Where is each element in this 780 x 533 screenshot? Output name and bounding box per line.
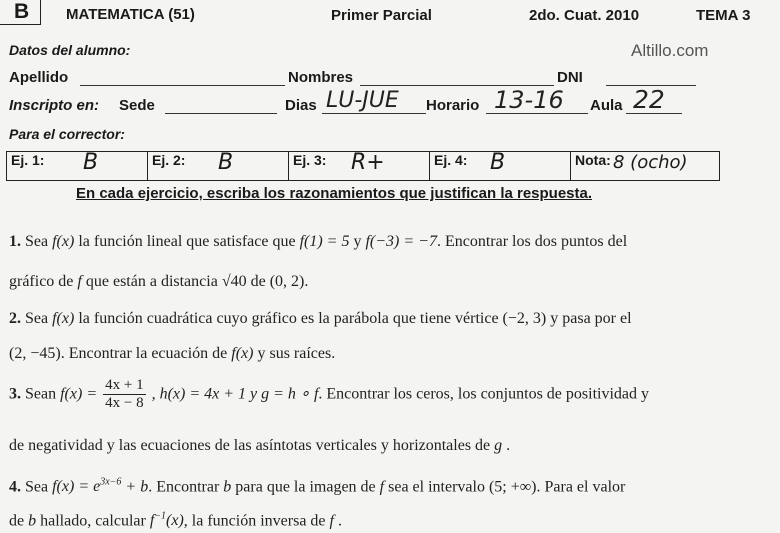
instruction: En cada ejercicio, escriba los razonamientos que justifican la respuesta. bbox=[76, 185, 593, 202]
grade-label: Ej. 4: bbox=[434, 152, 468, 168]
math: g bbox=[494, 437, 503, 454]
exercise-3-line-2 bbox=[9, 437, 510, 455]
math bbox=[52, 478, 121, 495]
math: f(x) bbox=[52, 233, 75, 250]
exercise-1-number: 1. bbox=[9, 233, 21, 250]
text: y bbox=[353, 233, 362, 250]
dni-label: DNI bbox=[557, 69, 583, 86]
grade-value: B bbox=[490, 150, 506, 175]
text: f bbox=[149, 512, 155, 530]
math: y g = h ∘ f bbox=[250, 385, 319, 403]
nombres-label: Nombres bbox=[288, 69, 354, 86]
exercise-1-line-2 bbox=[9, 273, 308, 291]
grade-cell-ej1 bbox=[7, 152, 148, 181]
math: (2, −45) bbox=[9, 345, 61, 362]
exercise-1-line-1 bbox=[9, 233, 627, 251]
term-label: 2do. Cuat. 2010 bbox=[529, 7, 640, 24]
math: , h(x) = 4x + 1 bbox=[151, 385, 247, 403]
exercise-4-line-2 bbox=[9, 511, 342, 530]
grade-label: Ej. 3: bbox=[293, 152, 327, 168]
dias-label: Dias bbox=[285, 97, 317, 114]
corrector-title: Para el corrector: bbox=[9, 126, 125, 142]
text: la función lineal que satisface que bbox=[78, 233, 296, 250]
grade-label: Ej. 2: bbox=[152, 152, 186, 168]
text: para que la imagen de bbox=[235, 478, 376, 496]
text: hallado, calcular bbox=[40, 512, 146, 530]
math: f(x) = bbox=[60, 385, 98, 403]
tema-letter: B bbox=[14, 0, 30, 23]
text: que están a distancia bbox=[85, 273, 218, 290]
text: de bbox=[250, 273, 266, 290]
text: Sea bbox=[25, 478, 49, 496]
grade-value: 8 (ocho) bbox=[613, 152, 688, 173]
math: f bbox=[329, 512, 334, 530]
apellido-label: Apellido bbox=[9, 69, 69, 86]
grade-value: R+ bbox=[351, 150, 385, 175]
exercise-3-line-1 bbox=[9, 377, 649, 412]
text: . Encontrar bbox=[148, 478, 220, 496]
exercise-4-number: 4. bbox=[9, 478, 21, 496]
text: gráfico de bbox=[9, 273, 74, 290]
exercise-3-number: 3. bbox=[9, 385, 21, 403]
text: (x) bbox=[166, 512, 184, 530]
aula-value: 22 bbox=[633, 85, 665, 114]
text: Sea bbox=[25, 310, 49, 327]
text: Sea bbox=[25, 233, 49, 250]
subject-title: MATEMATICA (51) bbox=[66, 6, 195, 23]
text: y pasa por el bbox=[550, 310, 632, 327]
horario-value: 13-16 bbox=[494, 86, 564, 114]
exercise-4-line-1 bbox=[9, 477, 625, 496]
exercise-2-number: 2. bbox=[9, 310, 21, 327]
math: b bbox=[28, 512, 37, 530]
text: f(x) = e bbox=[52, 478, 101, 496]
math: b bbox=[223, 478, 232, 496]
text: sea el intervalo bbox=[388, 478, 485, 496]
exercise-2-line-2 bbox=[9, 345, 335, 363]
grade-cell-nota bbox=[571, 152, 720, 181]
math: (5; +∞) bbox=[488, 478, 537, 496]
tema-label: TEMA 3 bbox=[696, 7, 751, 24]
exponent: −1 bbox=[154, 511, 167, 522]
numerator: 4x + 1 bbox=[105, 377, 144, 393]
text: . bbox=[337, 512, 342, 530]
math bbox=[150, 512, 184, 529]
text: la función cuadrática cuyo gráfico es la parábola que tiene vértice bbox=[78, 310, 499, 327]
dias-field[interactable] bbox=[322, 113, 426, 114]
text: . Encontrar los dos puntos del bbox=[436, 233, 628, 250]
math: f(x) bbox=[231, 345, 254, 362]
text: y sus raíces. bbox=[257, 345, 336, 362]
text: Sean bbox=[25, 385, 57, 403]
math: (−2, 3) bbox=[502, 310, 547, 327]
text: de bbox=[9, 512, 25, 530]
text: . bbox=[304, 273, 309, 290]
aula-label: Aula bbox=[590, 97, 623, 114]
text: de negatividad y las ecuaciones de las asíntotas verticales y horizontales de bbox=[9, 437, 491, 454]
math: √40 bbox=[221, 273, 247, 290]
sede-label: Sede bbox=[119, 97, 155, 114]
fraction bbox=[103, 377, 145, 412]
text: . Encontrar los ceros, los conjuntos de positividad y bbox=[318, 385, 649, 403]
grades-table bbox=[6, 151, 720, 181]
student-section-title: Datos del alumno: bbox=[9, 42, 131, 58]
grade-value: B bbox=[218, 150, 234, 175]
grade-label: Nota: bbox=[575, 152, 611, 168]
inscripto-label: Inscripto en: bbox=[9, 97, 100, 114]
grade-cell-ej3 bbox=[289, 152, 430, 181]
text: , la función inversa de bbox=[183, 512, 326, 530]
text: . bbox=[506, 437, 511, 454]
math: f(−3) = −7 bbox=[365, 233, 437, 250]
grade-value: B bbox=[83, 150, 99, 175]
math: f bbox=[379, 478, 385, 496]
math: f bbox=[77, 273, 82, 290]
watermark: Altillo.com bbox=[631, 41, 709, 60]
exponent: 3x−6 bbox=[100, 477, 122, 488]
denominator: 4x − 8 bbox=[105, 395, 144, 411]
grade-cell-ej4 bbox=[430, 152, 571, 181]
exercise-2-line-1 bbox=[9, 310, 632, 328]
horario-label: Horario bbox=[426, 97, 480, 114]
math: f(1) = 5 bbox=[299, 233, 350, 250]
math: f(x) bbox=[52, 310, 75, 327]
math: (0, 2) bbox=[269, 273, 305, 290]
apellido-field[interactable] bbox=[80, 85, 285, 86]
text: . Encontrar la ecuación de bbox=[60, 345, 228, 362]
text: . Para el valor bbox=[536, 478, 626, 496]
sede-field[interactable] bbox=[165, 113, 277, 114]
grade-label: Ej. 1: bbox=[11, 152, 45, 168]
dias-value: LU-JUE bbox=[326, 88, 399, 113]
exam-title: Primer Parcial bbox=[331, 7, 432, 24]
math: + b bbox=[125, 478, 149, 496]
grade-cell-ej2 bbox=[148, 152, 289, 181]
